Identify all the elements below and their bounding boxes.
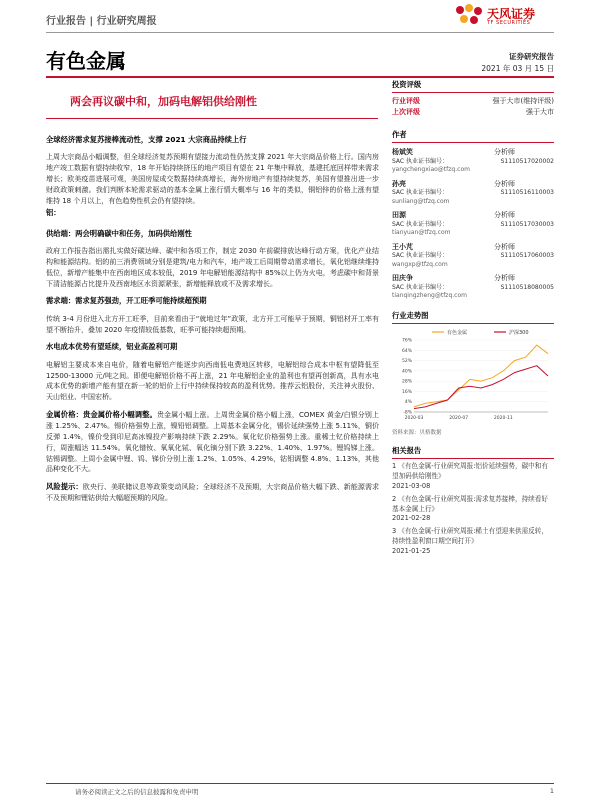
author-entry: [392, 147, 554, 175]
risk-lead: 风险提示：: [46, 482, 83, 492]
license-number: S1110517030003: [500, 220, 554, 228]
paragraph-lead: 铝：: [46, 207, 61, 217]
author-name: 孙亮: [392, 179, 406, 188]
license-label: SAC 执业证书编号：: [392, 189, 449, 197]
rating-heading: 投资评级: [392, 80, 554, 93]
paragraph: 传统 3-4 月份进入北方开工旺季，目前来看由于“就地过年”政策，北方开工可能早于预期，铜铝材开工率有望不断抬升，叠加 2020 年疫情较低基数，旺季可能持续超预期。: [46, 314, 379, 334]
author-license-row: [392, 221, 554, 230]
y-tick-label: 52%: [401, 359, 412, 365]
related-report-title[interactable]: 1 《有色金属-行业研究周报:铝价延续强势，碳中和有望加码供给刚性》: [392, 461, 548, 480]
sidebar: [392, 80, 554, 560]
section-heading: 全球经济需求复苏接棒流动性，支撑 2021 大宗商品持续上行: [46, 135, 247, 144]
author-name-row: [392, 179, 554, 189]
author-role: 分析师: [494, 211, 515, 220]
paragraph: [46, 481, 379, 504]
related-list: [392, 462, 554, 557]
rating-value: 强于大市(维持评级): [492, 97, 554, 105]
license-number: S1110517020002: [500, 157, 554, 165]
y-tick-label: 16%: [401, 389, 412, 395]
author-role: 分析师: [494, 274, 515, 283]
author-entry: [392, 210, 554, 238]
author-entry: [392, 242, 554, 270]
author-name-row: [392, 273, 554, 283]
page-number: 1: [549, 787, 554, 795]
y-tick-label: 64%: [401, 348, 412, 354]
report-title: 两会再议碳中和，加码电解铝供给刚性: [70, 95, 257, 108]
author-name-row: [392, 242, 554, 252]
prev-rating-value: 强于大市: [526, 108, 554, 117]
license-label: SAC 执业证书编号：: [392, 157, 449, 165]
y-tick-label: 40%: [401, 369, 412, 375]
license-label: SAC 执业证书编号：: [392, 252, 449, 260]
logo-text: 天风证券: [487, 7, 536, 21]
paragraph: [46, 409, 379, 475]
chart-heading: 行业走势图: [392, 311, 554, 324]
disclaimer: 请务必阅读正文之后的信息披露和免责申明: [75, 788, 199, 796]
author-email[interactable]: tianqingzheng@tfzq.com: [392, 292, 467, 300]
author-license-row: [392, 284, 554, 293]
x-tick-label: 2020-03: [404, 415, 424, 421]
section-heading: 供给端：两会明确碳中和任务，加码供给刚性: [46, 228, 192, 238]
author-email[interactable]: sunliang@tfzq.com: [392, 197, 450, 205]
related-report-date: 2021-01-25: [392, 547, 431, 556]
author-name-row: [392, 210, 554, 220]
author-name: 田源: [392, 211, 406, 220]
paragraph: 上周大宗商品小幅调整，但全球经济复苏预期有望接力流动性仍然支撑 2021 年大宗商品价格上行。国内房地产竣工数据有望持续收窄，18 年开始持续挤压的地产项目有望在 21 年集中释放，基建托底回样带来需求增长；欧美疫苗进展可观，美国房屋成交数据持续高增长，海外房地产有望持续复苏，美国有望推出进一步财政政策刺激。我们判断本轮需求驱动的基本金属上涨行情大概率与 16 年的类似，铜铝锌的价格上涨有望维持 18 个月以上，有色趋势性机会仍有望持续。: [46, 153, 379, 205]
series-line: [414, 345, 548, 407]
section-heading: 需求端：需求复苏强劲，开工旺季可能持续超预期: [46, 296, 207, 306]
chart-svg: [392, 326, 554, 426]
y-tick-label: 76%: [401, 338, 412, 344]
author-entry: [392, 273, 554, 301]
related-report-date: 2021-02-28: [392, 514, 431, 523]
paragraph: 电解铝主要成本来自电价，随着电解铝产能逐步向西南低电费地区转移，电解铝综合成本中枢有望降低至 12500-13000 元/吨之间。即便电解铝价格不再上涨，21 年电解铝企业的盈利也有望再创新高，具有水电成本优势的新增产能有望在新一轮的铝价上行中持续保持较高的盈利优势。推荐云铝股份，关注神火股份、天山铝业、中国宏桥。: [46, 360, 379, 402]
author-role: 分析师: [494, 179, 515, 188]
paragraph-lead: 金属价格：贵金属价格小幅调整。: [46, 410, 157, 420]
logo-mark-icon: [452, 4, 486, 28]
author-email[interactable]: yangchengxiao@tfzq.com: [392, 166, 470, 174]
top-divider: [46, 32, 554, 33]
report-date: 2021 年 03 月 15 日: [481, 64, 554, 73]
sector-divider: [46, 76, 554, 78]
report-type: 证券研究报告: [509, 52, 554, 61]
author-name: 田庆争: [392, 274, 413, 283]
author-email[interactable]: wangxp@tfzq.com: [392, 260, 448, 268]
author-email[interactable]: tianyuan@tfzq.com: [392, 229, 451, 237]
risk-text: 欧央行、美联储议息等政策变动风险；全球经济不及预期，大宗商品价格大幅下跌、新能源需求不及预期和锂钴供给大幅超预期的风险。: [46, 483, 380, 503]
license-label: SAC 执业证书编号：: [392, 220, 449, 228]
author-name-row: [392, 147, 554, 157]
legend-label: 沪深300: [509, 329, 529, 336]
related-report-title[interactable]: 2 《有色金属-行业研究周报:需求复苏接棒，持续看好基本金属上行》: [392, 494, 548, 513]
author-license-row: [392, 189, 554, 198]
related-report-date: 2021-03-08: [392, 481, 431, 490]
industry-chart: [392, 326, 554, 428]
paragraph-text: 贵金属小幅上涨。上周贵金属价格小幅上涨，COMEX 黄金/白银分别上涨 1.25%、2.47%。锡价格强势上涨，镍铅铝调整。上周基本金属分化，锡价延续强势上涨 5.11%，铜价反弹 1.4%，镍价受到印尼高冰镍投产影响持续下跌 2.29%。氧化钇价格强势上涨。重稀土钇价格持续上行，周涨幅达 11.54%。氧化镨钕、氧氧化铽、氧化镝分别下跌 3.22%、1.40%、1.97%。锂钨锑上涨。钴锡调整。上周小金属中锂、钨、锑价分别上涨 1.2%、1.05%、4.29%，钴钼调整 4.8%、1.13%，其他品种变化不大。: [46, 411, 379, 474]
prev-rating-label: 上次评级: [392, 108, 420, 117]
author-name: 杨斌笑: [392, 148, 413, 157]
license-number: S1110517060003: [500, 252, 554, 260]
related-report[interactable]: [392, 462, 554, 492]
rating-row: [392, 96, 554, 107]
author-entry: [392, 179, 554, 207]
author-role: 分析师: [494, 242, 515, 251]
sector-title: 有色金属: [46, 49, 126, 73]
related-report[interactable]: [392, 527, 554, 557]
y-tick-label: 4%: [404, 400, 412, 406]
x-tick-label: 2020-11: [493, 415, 513, 421]
license-number: S1110516110003: [500, 189, 554, 197]
main-body: [46, 134, 379, 504]
x-tick-label: 2020-07: [449, 415, 469, 421]
related-heading: 相关报告: [392, 446, 554, 459]
author-list: [392, 147, 554, 301]
prev-rating-row: [392, 107, 554, 118]
y-tick-label: 28%: [401, 379, 412, 385]
chart-source: 资料来源：贝格数据: [392, 429, 442, 436]
section-heading: 水电成本优势有望延续，铝业高盈利可期: [46, 342, 178, 352]
license-number: S1110518080005: [500, 283, 554, 291]
legend-label: 有色金属: [447, 329, 468, 336]
report-category: 行业报告 | 行业研究周报: [46, 16, 157, 27]
y-tick-label: -8%: [403, 410, 412, 416]
author-license-row: [392, 158, 554, 167]
logo-subtext: TF SECURITIES: [487, 20, 531, 26]
author-role: 分析师: [494, 148, 515, 157]
author-name: 王小芃: [392, 242, 413, 251]
authors-heading: 作者: [392, 130, 554, 143]
paragraph: 政府工作报告指出需扎实做好碳达峰、碳中和各项工作，制定 2030 年前碳排放达峰行动方案，优化产业结构和能源结构。铝的前三消费领域分别是建筑/电力和汽车，地产竣工后周期带动需求增长，氧化铝继续维持低位，新增产能集中在西南地区成本较低，2019 年电解铝能源结构中 85%以上仍为火电，考虑碳中和背景下清洁能源占比提升及西南地区水资源紧张，新增能释放或不及需求增长。: [46, 247, 379, 288]
related-report[interactable]: [392, 495, 554, 525]
rating-label: 行业评级: [392, 97, 420, 105]
title-divider: [46, 118, 378, 119]
license-label: SAC 执业证书编号：: [392, 283, 449, 291]
related-report-title[interactable]: 3 《有色金属-行业研究周报:稀土有望迎来供需反转，持续性盈利窗口期空间打开》: [392, 527, 548, 546]
author-license-row: [392, 252, 554, 261]
footer-divider: [46, 783, 554, 784]
